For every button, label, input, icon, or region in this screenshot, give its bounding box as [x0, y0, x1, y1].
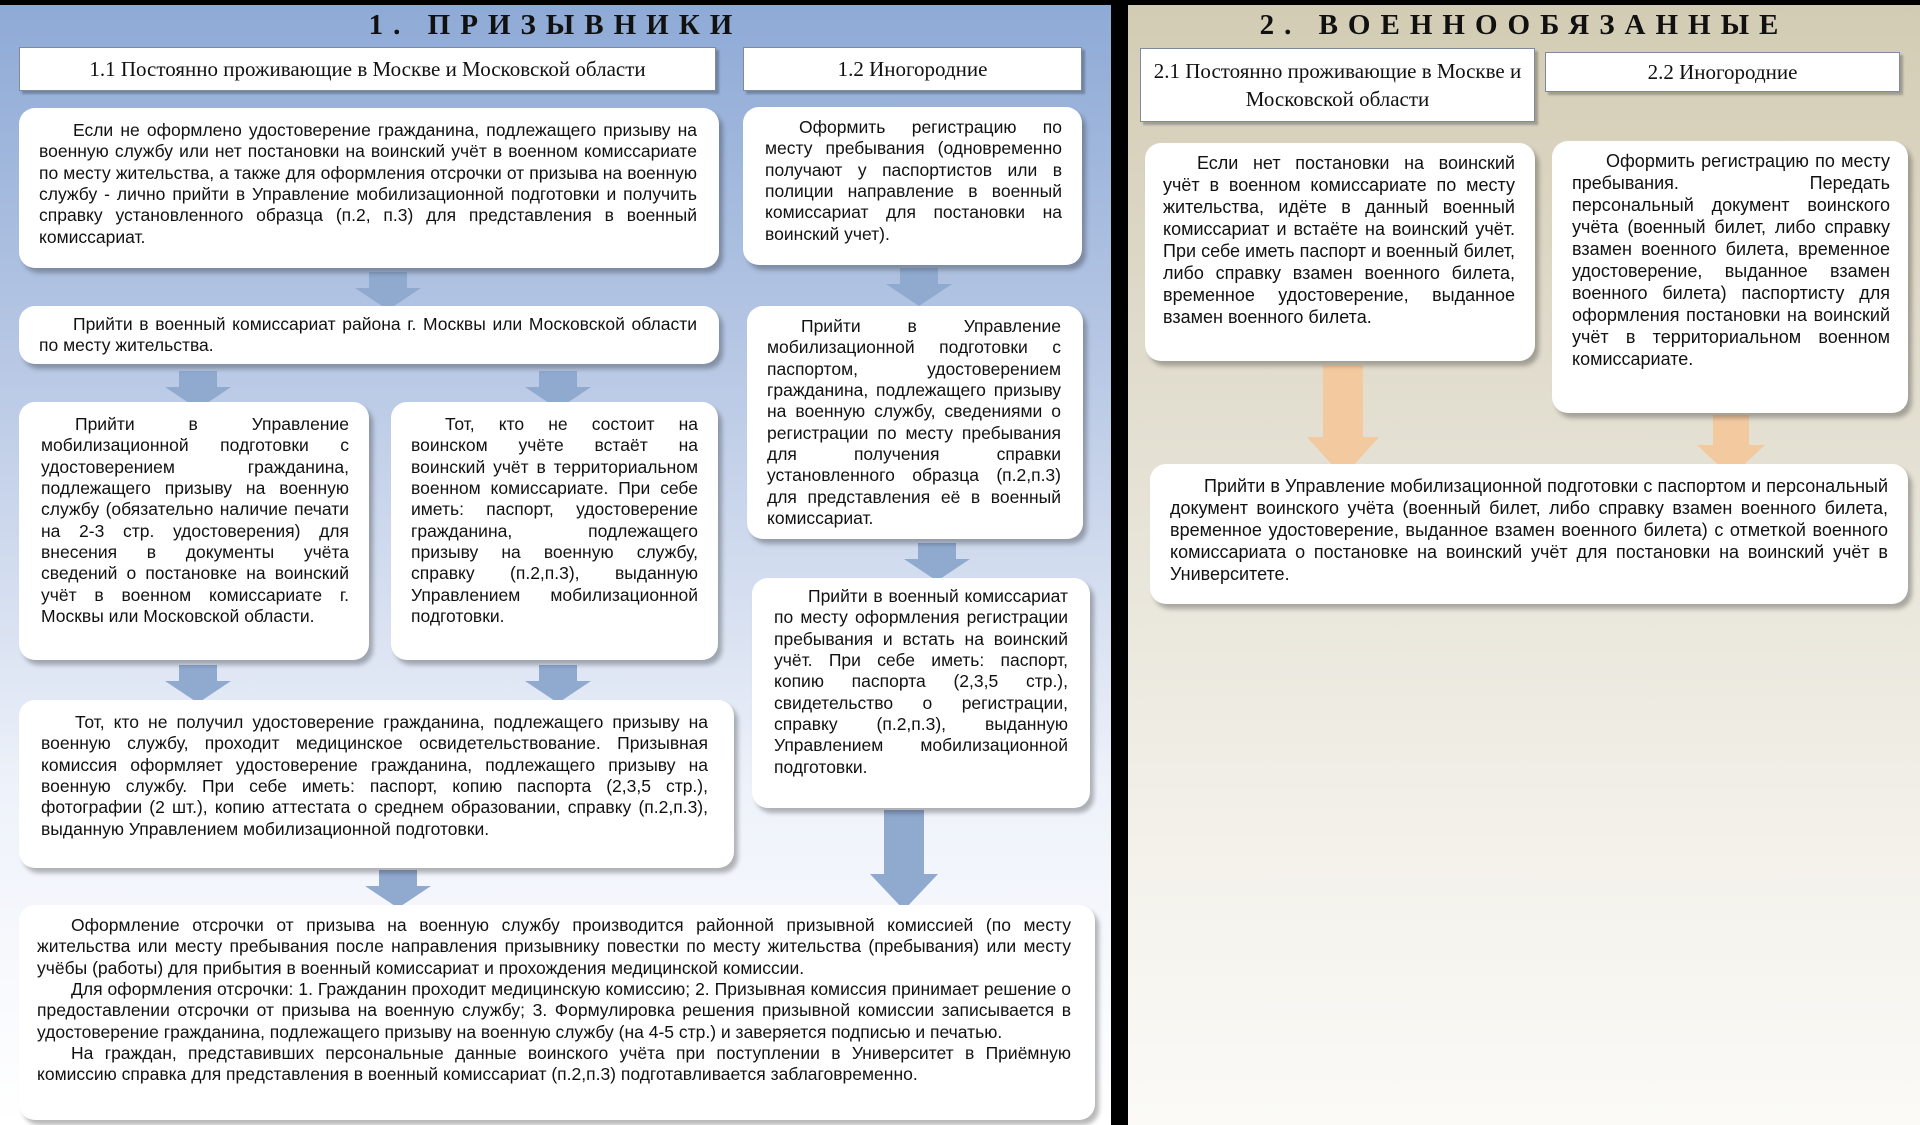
step-text: Если нет постановки на воинский учёт в военном комиссариате по месту жительства, идёте в данный военный комиссариат и встаёте на воинский учёт. При себе иметь паспорт и военный билет, либо справку взамен военного билета, временное удостоверение, выданное взамен военного билета. — [1163, 153, 1515, 327]
arrow-down — [165, 665, 231, 703]
step-text: Тот, кто не получил удостоверение гражданина, подлежащего призыву на военную службу, проходит медицинское освидетельствование. Призывная комиссия оформляет удостоверение гражданина, подлежащего призыву на военную службу. При себе иметь: паспорт, копию паспорта (2,3,5 стр.), фотографии (2 шт.), копию аттестата о среднем образовании, справку (п.2,п.3), выданную Управлением мобилизационной подготовки. — [41, 712, 708, 839]
header-2-1: 2.1 Постоянно проживающие в Москве и Московской области — [1140, 48, 1535, 122]
step-box — [19, 108, 719, 268]
arrow-down — [365, 870, 431, 908]
step-text: Оформить регистрацию по месту пребывания. Передать персональный документ воинского учёта (военный билет, либо справку взамен военного билета, временное удостоверение, выданное взамен военного билета) паспортисту для оформления постановки на воинский учёт в территориальном военном комиссариате. — [1572, 151, 1890, 369]
step-box — [752, 578, 1090, 808]
step-box — [19, 700, 734, 868]
arrow-down — [870, 810, 938, 910]
step-box — [391, 402, 718, 660]
arrow-down — [355, 272, 421, 310]
step-box — [1150, 464, 1908, 604]
deferment-text: Оформление отсрочки от призыва на военную службу производится районной призывной комиссией (по месту жительства или месту пребывания после направления призывнику повестки по месту жительства (пребывания) или месту учёбы (работы) для прибытия в военный комиссариат и прохождения медицинской комиссии. — [37, 915, 1071, 978]
step-box — [1145, 143, 1535, 361]
step-text: Тот, кто не состоит на воинском учёте встаёт на воинский учёт в территориальном военном комиссариате. При себе иметь: паспорт, удостоверение гражданина, подлежащего призыву на военную службу, справку (п.2,п.3), выданную Управлением мобилизационной подготовки. — [411, 414, 698, 627]
step-box — [743, 107, 1082, 265]
arrow-down — [886, 268, 952, 306]
step-text: Прийти в Управление мобилизационной подготовки с паспортом и персональный документ воинского учёта (военный билет, либо справку взамен военного билета, временное удостоверение, выданное взамен военного билета) с отметкой военного комиссариата о постановке на воинский учёт для постановки на воинский учёт в Университете. — [1170, 476, 1888, 584]
step-text: Прийти в военный комиссариат по месту оформления регистрации пребывания и встать на воинский учёт. При себе иметь: паспорт, копию паспорта (2,3,5 стр.), свидетельство о регистрации, справку (п.2,п.3), выданную Управлением мобилизационной подготовки. — [774, 586, 1068, 777]
step-text: Оформить регистрацию по месту пребывания (одновременно получают у паспортистов или в полиции направление в военный комиссариат для постановки на воинский учет). — [765, 117, 1062, 244]
step-text: Прийти в Управление мобилизационной подготовки с паспортом, удостоверением гражданина, подлежащего призыву на военную службу, сведениями о регистрации по месту пребывания для получения справки установленного образца (п.2,п.3) для представления её в военный комиссариат. — [767, 316, 1061, 529]
step-text: Прийти в Управление мобилизационной подготовки с удостоверением гражданина, подлежащего призыву на военную службу (обязательно наличие печати на 2-3 стр. удостоверения) для внесения в документы учёта сведений о постановке на воинский учёт в военном комиссариате г. Москвы или Московской области. — [41, 414, 349, 627]
arrow-down — [1307, 365, 1379, 477]
step-box — [19, 402, 369, 660]
university-note-text: На граждан, представивших персональные данные воинского учёта при поступлении в Университет в Приёмную комиссию справка для представления в военный комиссариат (п.2,п.3) подготавливается заблаговременно. — [37, 1043, 1071, 1085]
step-box — [747, 306, 1083, 539]
conscripts-title: 1. ПРИЗЫВНИКИ — [368, 9, 743, 41]
header-1-1: 1.1 Постоянно проживающие в Москве и Московской области — [19, 47, 716, 91]
deferment-steps-text: Для оформления отсрочки: 1. Гражданин проходит медицинскую комиссию; 2. Призывная комиссия принимает решение о предоставлении отсрочки от призыва на военную службу; 3. Формулировка решения призывной комиссии записывается в удостоверение гражданина, подлежащего призыву на военную службу (на 4-5 стр.) и заверяется подписью и печатью. — [37, 979, 1071, 1042]
header-1-2: 1.2 Иногородние — [743, 47, 1082, 91]
header-2-2: 2.2 Иногородние — [1545, 52, 1900, 92]
reservists-title: 2. ВОЕННООБЯЗАННЫЕ — [1259, 9, 1789, 41]
step-text: Прийти в военный комиссариат района г. Москвы или Московской области по месту жительства. — [39, 314, 697, 356]
arrow-down — [525, 665, 591, 703]
step-text: Если не оформлено удостоверение гражданина, подлежащего призыву на военную службу или нет постановки на воинский учёт в военном комиссариате по месту жительства, а также для оформления отсрочки от призыва на военную службу - лично прийти в Управление мобилизационной подготовки и получить справку установленного образца (п.2, п.3) для представления в военный комиссариат. — [39, 120, 697, 247]
deferment-info-box — [19, 905, 1095, 1120]
step-box — [19, 306, 719, 364]
step-box — [1552, 141, 1908, 413]
arrow-down — [904, 543, 970, 581]
